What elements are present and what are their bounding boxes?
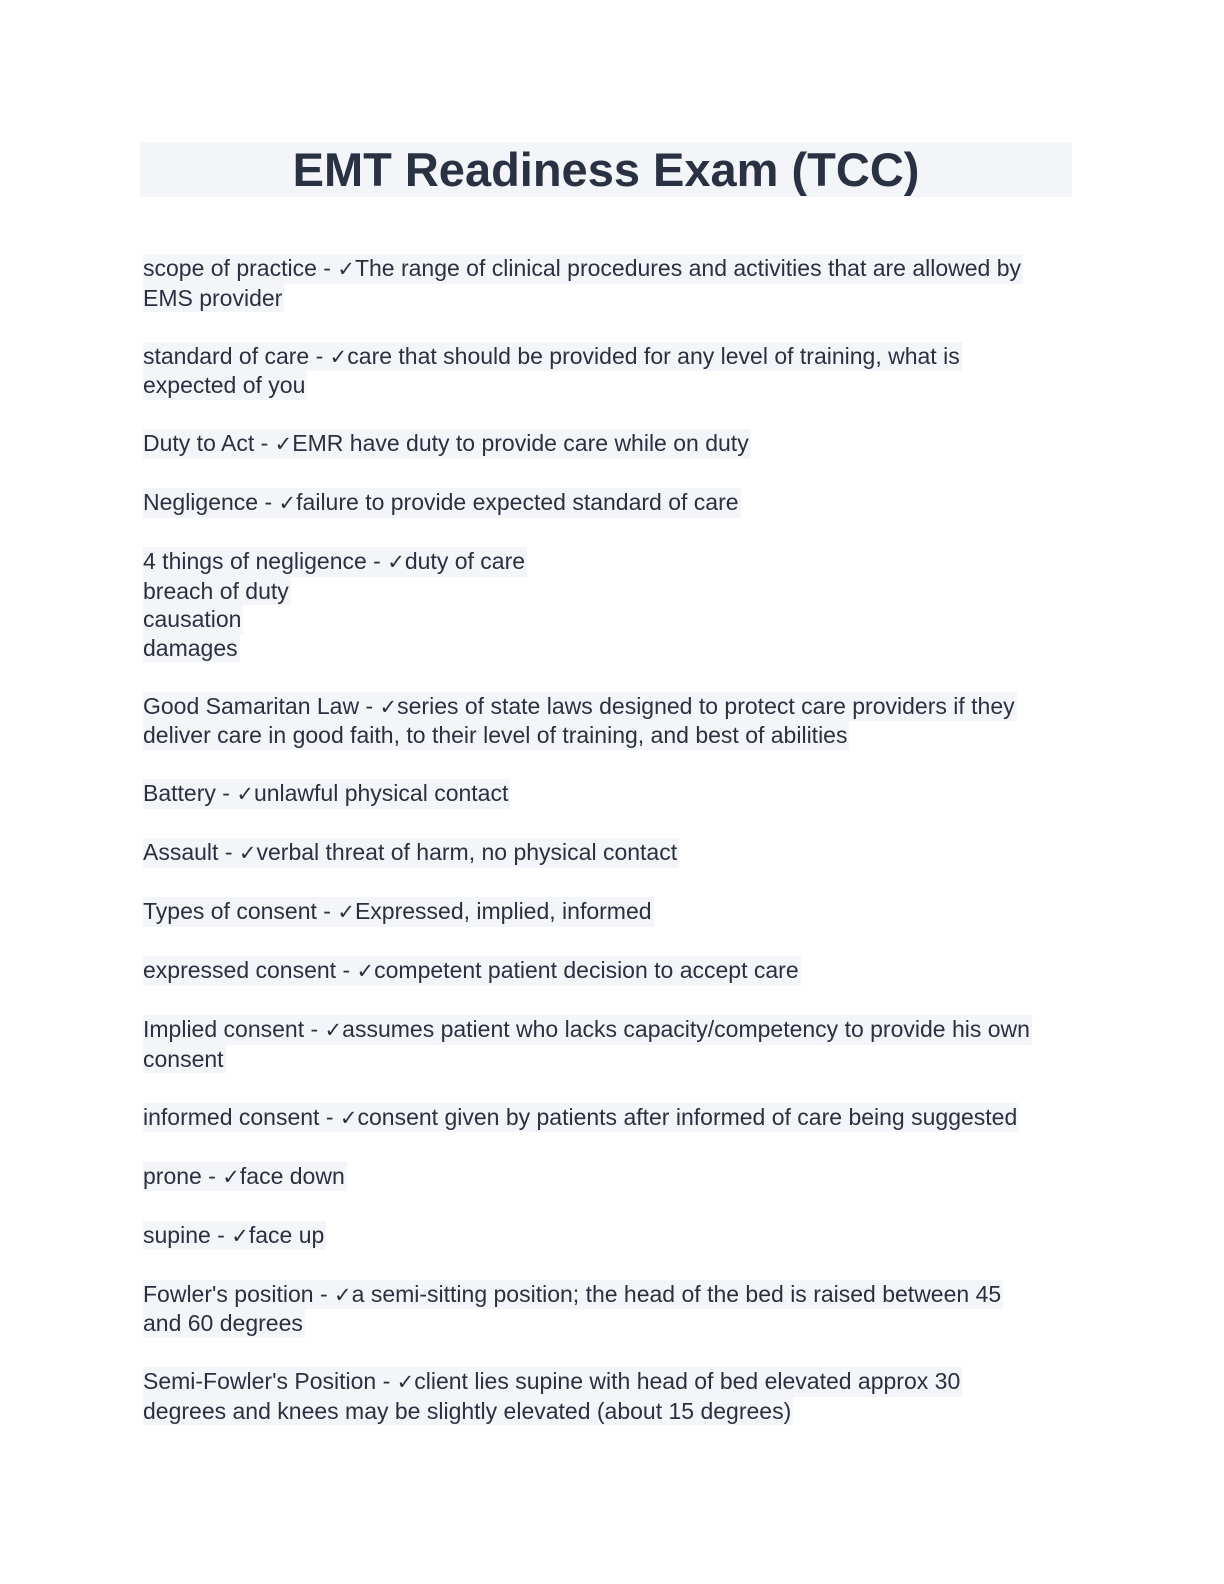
entry-term: Good Samaritan Law <box>143 692 360 719</box>
entry-first-line <box>143 692 1017 722</box>
entry-first-line <box>143 1221 326 1251</box>
entry-separator: - <box>201 1162 223 1189</box>
flashcard-entry <box>143 254 1083 312</box>
entry-continuation-line: EMS provider <box>143 284 283 311</box>
entry-separator: - <box>218 839 239 865</box>
entry-term: Assault <box>143 839 219 865</box>
flashcard-entry <box>143 488 1083 518</box>
entry-definition: EMR have duty to provide care while on duty <box>292 430 749 456</box>
entry-first-line <box>143 547 527 577</box>
checkmark-icon: ✓ <box>339 1105 358 1130</box>
flashcard-entry <box>143 342 1083 400</box>
entry-term: Duty to Act <box>143 430 255 456</box>
flashcard-entry <box>143 1221 1083 1251</box>
entry-definition: client lies supine with head of bed elevated approx 30 <box>414 1368 961 1394</box>
entry-term: Types of consent <box>143 898 317 924</box>
entry-first-line <box>143 1280 1003 1310</box>
checkmark-icon: ✓ <box>278 491 297 515</box>
entry-continuation-line: damages <box>143 634 238 661</box>
flashcard-entry <box>143 956 1083 986</box>
entry-term: scope of practice <box>143 255 317 281</box>
entry-separator: - <box>319 1103 340 1130</box>
flashcard-entry <box>143 1103 1083 1133</box>
entry-definition: verbal threat of harm, no physical contact <box>256 839 678 865</box>
entry-definition: The range of clinical procedures and activities that are allowed by <box>354 255 1022 281</box>
entry-separator: - <box>316 255 338 281</box>
entry-term: standard of care <box>143 342 310 369</box>
checkmark-icon: ✓ <box>337 257 355 281</box>
flashcard-entry <box>143 692 1083 750</box>
entry-definition: assumes patient who lacks capacity/competency to provide his own <box>342 1016 1030 1042</box>
checkmark-icon: ✓ <box>329 344 348 369</box>
entry-separator: - <box>309 342 330 369</box>
entry-definition: consent given by patients after informed of care being suggested <box>357 1103 1018 1130</box>
entry-first-line <box>143 342 962 372</box>
flashcard-entry <box>143 1280 1083 1338</box>
entry-term: Negligence <box>143 489 259 515</box>
title-band <box>140 142 1072 197</box>
entry-separator: - <box>215 780 237 806</box>
flashcard-entry <box>143 1367 1083 1425</box>
entry-first-line <box>143 254 1023 284</box>
flashcard-list <box>143 254 1083 1425</box>
entry-first-line <box>143 1015 1032 1045</box>
entry-separator: - <box>254 430 275 456</box>
entry-definition: Expressed, implied, informed <box>354 898 652 924</box>
entry-term: supine <box>143 1221 211 1248</box>
entry-separator: - <box>376 1368 397 1394</box>
checkmark-icon: ✓ <box>387 550 405 574</box>
entry-term: 4 things of negligence <box>143 548 367 574</box>
entry-first-line <box>143 779 510 809</box>
entry-term: informed consent <box>143 1103 320 1130</box>
entry-definition: competent patient decision to accept care <box>374 957 799 983</box>
entry-continuation-line: breach of duty <box>143 577 289 604</box>
flashcard-entry <box>143 1162 1083 1192</box>
entry-definition: a semi-sitting position; the head of the bed is raised between 45 <box>351 1280 1002 1307</box>
checkmark-icon: ✓ <box>324 1018 343 1042</box>
checkmark-icon: ✓ <box>356 959 375 983</box>
entry-separator: - <box>336 957 357 983</box>
entry-term: Fowler's position <box>143 1280 314 1307</box>
entry-continuation-line: deliver care in good faith, to their level of training, and best of abilities <box>143 722 848 748</box>
entry-term: expressed consent <box>143 957 337 983</box>
entry-first-line <box>143 1103 1019 1133</box>
entry-separator: - <box>304 1016 325 1042</box>
entry-definition: duty of care <box>404 548 526 574</box>
entry-first-line <box>143 897 654 927</box>
entry-separator: - <box>316 898 338 924</box>
checkmark-icon: ✓ <box>231 1223 249 1248</box>
entry-continuation-line: causation <box>143 606 242 632</box>
entry-term: Semi-Fowler's Position <box>143 1368 377 1394</box>
entry-term: prone <box>143 1162 202 1189</box>
entry-continuation-line: expected of you <box>143 372 306 398</box>
entry-first-line <box>143 488 741 518</box>
checkmark-icon: ✓ <box>337 900 355 924</box>
entry-separator: - <box>313 1280 335 1307</box>
checkmark-icon: ✓ <box>334 1282 352 1307</box>
entry-definition: care that should be provided for any level of training, what is <box>347 342 960 369</box>
entry-separator: - <box>359 692 380 719</box>
checkmark-icon: ✓ <box>238 841 257 865</box>
checkmark-icon: ✓ <box>222 1164 240 1189</box>
flashcard-entry <box>143 779 1083 809</box>
entry-definition: unlawful physical contact <box>253 780 509 806</box>
checkmark-icon: ✓ <box>236 782 254 806</box>
entry-first-line <box>143 838 679 868</box>
entry-definition: face up <box>248 1221 325 1248</box>
entry-term: Implied consent <box>143 1016 305 1042</box>
entry-separator: - <box>366 548 388 574</box>
entry-separator: - <box>258 489 279 515</box>
flashcard-entry <box>143 1015 1083 1073</box>
entry-first-line <box>143 429 751 459</box>
entry-term: Battery <box>143 780 216 806</box>
entry-continuation-line: consent <box>143 1045 224 1072</box>
entry-definition: face down <box>239 1162 345 1189</box>
flashcard-entry <box>143 838 1083 868</box>
checkmark-icon: ✓ <box>379 694 398 719</box>
flashcard-entry <box>143 429 1083 459</box>
entry-definition: failure to provide expected standard of care <box>296 489 739 515</box>
checkmark-icon: ✓ <box>396 1370 415 1394</box>
checkmark-icon: ✓ <box>274 432 293 456</box>
document-title: EMT Readiness Exam (TCC) <box>292 143 920 196</box>
flashcard-entry <box>143 547 1083 662</box>
entry-continuation-line: degrees and knees may be slightly elevated (about 15 degrees) <box>143 1397 792 1424</box>
entry-first-line <box>143 956 801 986</box>
entry-separator: - <box>210 1221 232 1248</box>
flashcard-entry <box>143 897 1083 927</box>
entry-definition: series of state laws designed to protect care providers if they <box>397 692 1015 719</box>
entry-continuation-line: and 60 degrees <box>143 1310 303 1336</box>
entry-first-line <box>143 1162 347 1192</box>
entry-first-line <box>143 1367 962 1397</box>
